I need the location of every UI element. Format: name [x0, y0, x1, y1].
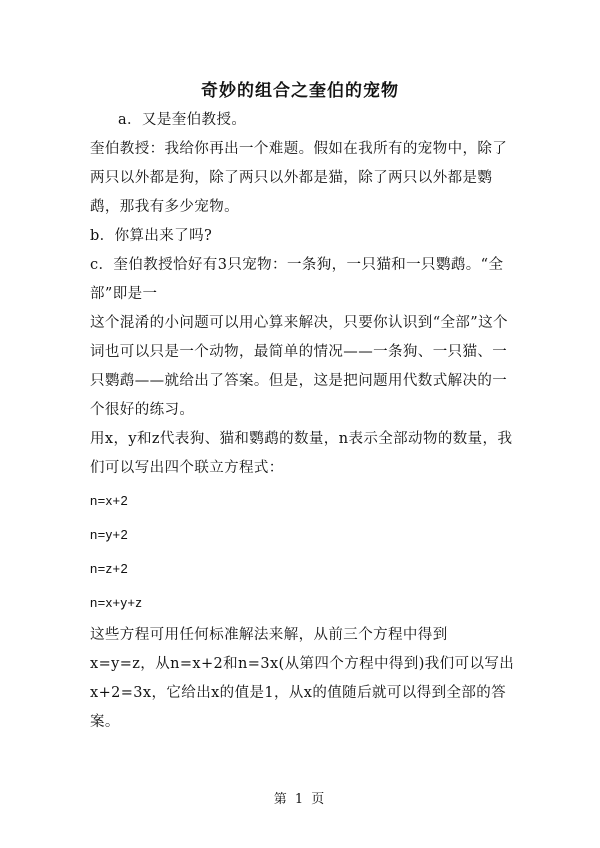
paragraph-professor-question: 奎伯教授：我给你再出一个难题。假如在我所有的宠物中，除了两只以外都是狗，除了两只以外都是猫，除了两只以外都是鹦鹉，那我有多少宠物。 — [90, 141, 508, 215]
paragraph-c: c．奎伯教授恰好有3只宠物：一条狗，一只猫和一只鹦鹉。“全部”即是一 — [90, 257, 504, 302]
paragraph-solution-intro: 这些方程可用任何标准解法来解，从前三个方程中得到 — [90, 627, 448, 643]
document-body — [90, 106, 518, 737]
paragraph-a: a．又是奎伯教授。 — [118, 112, 247, 128]
equation-2: n=y+2 — [90, 527, 129, 542]
paragraph-solution: x=y=z，从n=x+2和n=3x(从第四个方程中得到)我们可以写出x+2=3x，它给出x的值是1，从x的值随后就可以得到全部的答案。 — [90, 656, 515, 730]
paragraph-variables: 用x，y和z代表狗、猫和鹦鹉的数量，n表示全部动物的数量，我们可以写出四个联立方程式： — [90, 431, 513, 476]
document-title: 奇妙的组合之奎伯的宠物 — [201, 81, 399, 101]
paragraph-b: b．你算出来了吗? — [90, 228, 213, 244]
equation-1: n=x+2 — [90, 493, 129, 508]
equation-4: n=x+y+z — [90, 595, 143, 610]
paragraph-explanation: 这个混淆的小问题可以用心算来解决，只要你认识到“全部”这个词也可以只是一个动物，最简单的情况——一条狗、一只猫、一只鹦鹉——就给出了答案。但是，这是把问题用代数式解决的一个很好的练习。 — [90, 315, 508, 418]
page-number-footer: 第 1 页 — [273, 792, 327, 807]
equation-3: n=z+2 — [90, 561, 129, 576]
